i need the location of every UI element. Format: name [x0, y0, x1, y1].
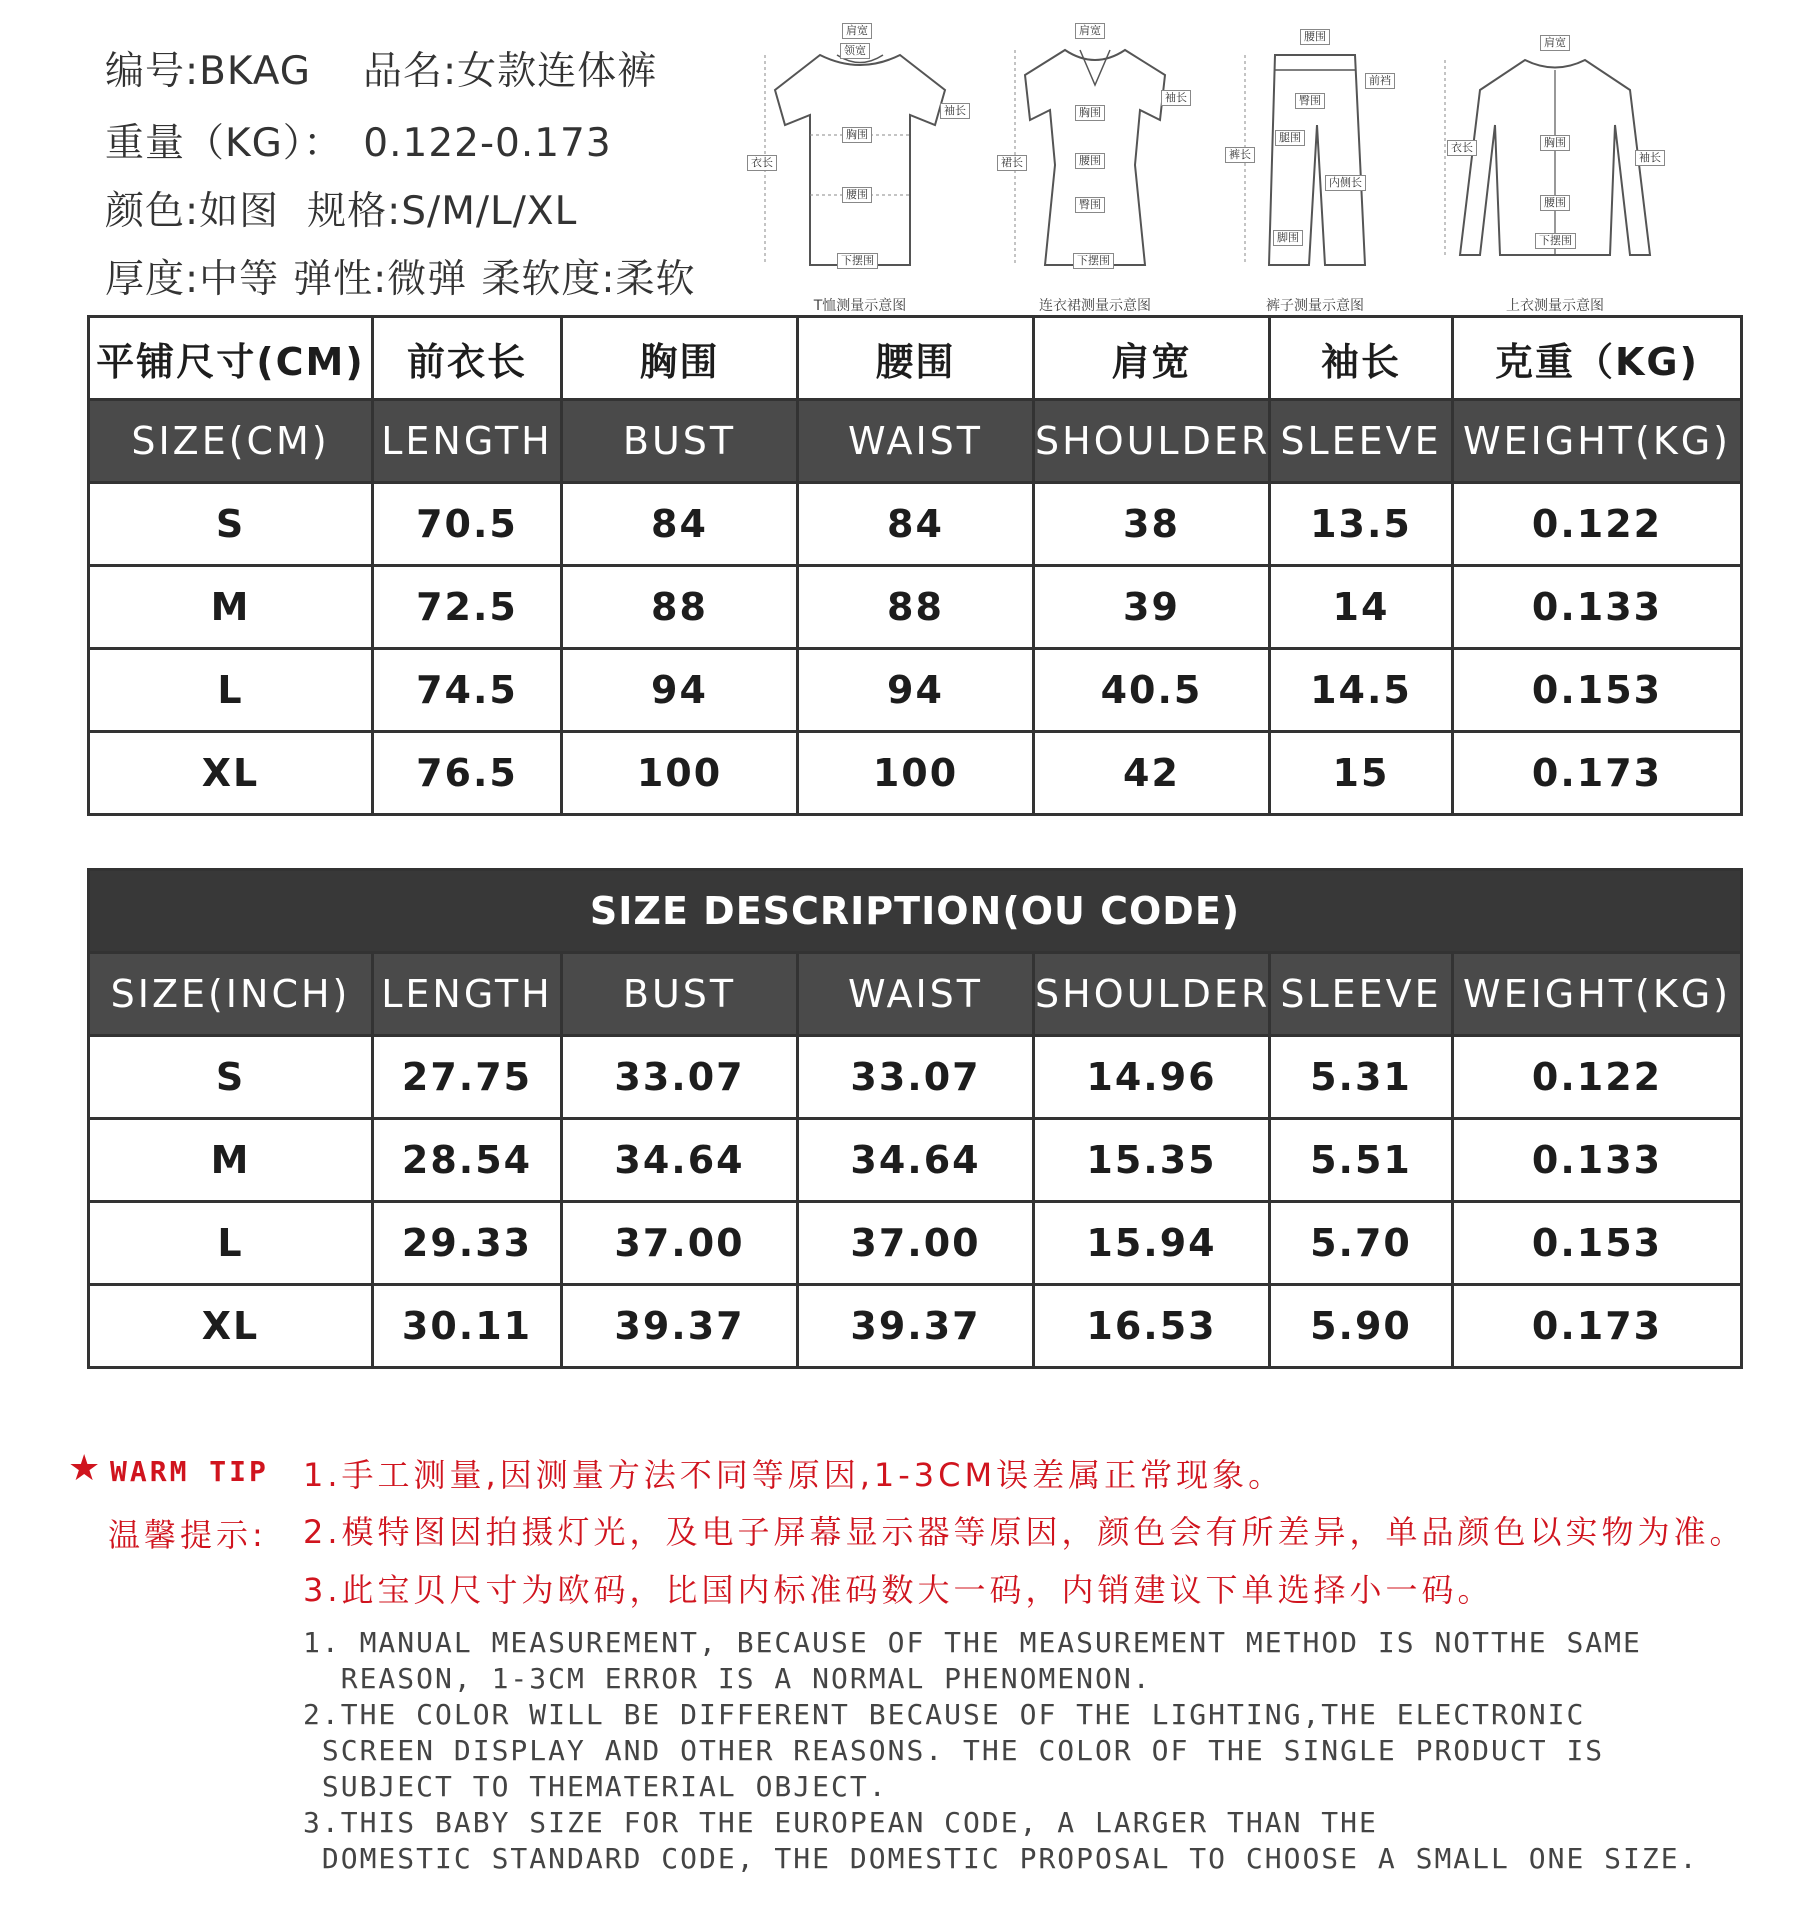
note-line: 1. MANUAL MEASUREMENT, BECAUSE OF THE MEASUREMENT METHOD IS NOTTHE SAME — [303, 1626, 1642, 1659]
table-cell: 37.00 — [798, 1202, 1034, 1285]
measurement-diagrams — [745, 15, 1775, 315]
note-line: 2.THE COLOR WILL BE DIFFERENT BECAUSE OF THE LIGHTING,THE ELECTRONIC — [303, 1698, 1586, 1731]
diagram-pants — [1225, 15, 1405, 315]
dress-label: 臀围 — [1075, 197, 1105, 213]
table-cell: 88 — [562, 566, 798, 649]
elastic-label: 弹性: — [293, 257, 388, 302]
table-row — [89, 732, 1742, 815]
cn-header-cell: 前衣长 — [373, 317, 562, 400]
dress-label: 肩宽 — [1075, 23, 1105, 39]
note-line: SCREEN DISPLAY AND OTHER REASONS. THE COLOR OF THE SINGLE PRODUCT IS — [303, 1734, 1605, 1767]
table-cell: 5.51 — [1270, 1119, 1453, 1202]
table-cell: 100 — [562, 732, 798, 815]
table-cell: 34.64 — [798, 1119, 1034, 1202]
en-header-cell: SLEEVE — [1270, 400, 1453, 483]
info-line-color — [105, 180, 577, 236]
table-row — [89, 566, 1742, 649]
table-cell: 70.5 — [373, 483, 562, 566]
dress-label: 下摆围 — [1073, 253, 1114, 269]
pants-label: 内侧长 — [1325, 175, 1366, 191]
color-label: 颜色: — [105, 189, 200, 234]
info-line-code — [105, 40, 657, 96]
shirt-label: 下摆围 — [1535, 233, 1576, 249]
thickness-value: 中等 — [199, 257, 280, 302]
table-cell: 0.173 — [1453, 1285, 1742, 1368]
table-cell: 94 — [562, 649, 798, 732]
pants-label: 前裆 — [1365, 73, 1395, 89]
note-line: SUBJECT TO THEMATERIAL OBJECT. — [303, 1770, 888, 1803]
table-cell: 39 — [1034, 566, 1270, 649]
shirt-label: 胸围 — [1540, 135, 1570, 151]
cn-header-cell: 克重（KG) — [1453, 317, 1742, 400]
spec-label: 规格: — [307, 189, 402, 234]
en-header-row — [89, 400, 1742, 483]
table-cell: 14.5 — [1270, 649, 1453, 732]
cn-header-cell: 肩宽 — [1034, 317, 1270, 400]
table-cell: 84 — [798, 483, 1034, 566]
table-row — [89, 1202, 1742, 1285]
tshirt-caption: T恤测量示意图 — [813, 298, 907, 314]
en-header-cell: SHOULDER — [1034, 400, 1270, 483]
code-value: BKAG — [199, 49, 311, 94]
pants-label: 脚围 — [1273, 230, 1303, 246]
table-cell: 28.54 — [373, 1119, 562, 1202]
table-cell: XL — [89, 732, 373, 815]
table-cell: 14.96 — [1034, 1036, 1270, 1119]
shirt-label: 衣长 — [1447, 140, 1477, 156]
cn-header-cell: 平铺尺寸(CM) — [89, 317, 373, 400]
pants-label: 裤长 — [1225, 147, 1255, 163]
table-cell: 33.07 — [562, 1036, 798, 1119]
table-cell: 34.64 — [562, 1119, 798, 1202]
softness-label: 柔软度: — [481, 257, 616, 302]
note-line: 3.THIS BABY SIZE FOR THE EUROPEAN CODE, A LARGER THAN THE — [303, 1806, 1378, 1839]
table-cell: 0.173 — [1453, 732, 1742, 815]
table-cell: 74.5 — [373, 649, 562, 732]
diagram-shirt — [1435, 15, 1675, 315]
table-title: SIZE DESCRIPTION(OU CODE) — [89, 870, 1742, 953]
en-header-cell: BUST — [562, 953, 798, 1036]
table-cell: 0.153 — [1453, 1202, 1742, 1285]
pants-label: 腰围 — [1300, 29, 1330, 45]
tshirt-label: 腰围 — [842, 187, 872, 203]
tip-item: 1.手工测量,因测量方法不同等原因,1-3CM误差属正常现象。 — [303, 1456, 1285, 1494]
table-cell: 15.35 — [1034, 1119, 1270, 1202]
dress-label: 胸围 — [1075, 105, 1105, 121]
softness-value: 柔软 — [615, 257, 696, 302]
pants-label: 腿围 — [1275, 130, 1305, 146]
table-cell: 88 — [798, 566, 1034, 649]
diagram-dress — [995, 15, 1195, 315]
weight-label: 重量（KG）： — [105, 121, 344, 166]
info-line-fabric — [105, 248, 695, 304]
table-cell: 14 — [1270, 566, 1453, 649]
table-cell: 30.11 — [373, 1285, 562, 1368]
table-cell: S — [89, 1036, 373, 1119]
table-cell: 84 — [562, 483, 798, 566]
table-cell: 94 — [798, 649, 1034, 732]
tshirt-label: 衣长 — [747, 155, 777, 171]
table-cell: 15 — [1270, 732, 1453, 815]
table-cell: 15.94 — [1034, 1202, 1270, 1285]
thickness-label: 厚度: — [105, 257, 200, 302]
color-value: 如图 — [199, 189, 280, 234]
en-header-cell: SIZE(CM) — [89, 400, 373, 483]
table-cell: 0.122 — [1453, 1036, 1742, 1119]
table-cell: 27.75 — [373, 1036, 562, 1119]
en-header-cell: WAIST — [798, 953, 1034, 1036]
star-icon: ★ — [68, 1448, 101, 1489]
table-cell: 39.37 — [562, 1285, 798, 1368]
tshirt-label: 胸围 — [842, 127, 872, 143]
pants-caption: 裤子测量示意图 — [1266, 298, 1364, 314]
en-header-cell: WEIGHT(KG) — [1453, 400, 1742, 483]
table-cell: 0.153 — [1453, 649, 1742, 732]
table-row — [89, 1285, 1742, 1368]
shirt-label: 袖长 — [1635, 150, 1665, 166]
table-row — [89, 649, 1742, 732]
table-cell: M — [89, 566, 373, 649]
table-cell: XL — [89, 1285, 373, 1368]
code-label: 编号: — [105, 49, 200, 94]
size-table-cm — [87, 315, 1743, 816]
tshirt-label: 肩宽 — [842, 23, 872, 39]
note-line: REASON, 1-3CM ERROR IS A NORMAL PHENOMENON. — [303, 1662, 1152, 1695]
table-cell: L — [89, 1202, 373, 1285]
elastic-value: 微弹 — [387, 257, 468, 302]
table-cell: L — [89, 649, 373, 732]
table-cell: 5.31 — [1270, 1036, 1453, 1119]
dress-label: 裙长 — [997, 155, 1027, 171]
en-header-cell: LENGTH — [373, 953, 562, 1036]
table-row — [89, 483, 1742, 566]
cn-header-cell: 胸围 — [562, 317, 798, 400]
table-cell: 33.07 — [798, 1036, 1034, 1119]
table-cell: 76.5 — [373, 732, 562, 815]
table-cell: 0.133 — [1453, 1119, 1742, 1202]
table-cell: 16.53 — [1034, 1285, 1270, 1368]
table-cell: 37.00 — [562, 1202, 798, 1285]
table-title-row — [89, 870, 1742, 953]
tip-item: 3.此宝贝尺寸为欧码，比国内标准码数大一码，内销建议下单选择小一码。 — [303, 1571, 1494, 1609]
tshirt-label: 下摆围 — [837, 253, 878, 269]
size-table-inch — [87, 868, 1743, 1369]
en-header-cell: SLEEVE — [1270, 953, 1453, 1036]
shirt-label: 腰围 — [1540, 195, 1570, 211]
note-line: DOMESTIC STANDARD CODE, THE DOMESTIC PROPOSAL TO CHOOSE A SMALL ONE SIZE. — [303, 1842, 1699, 1875]
diagram-tshirt — [745, 15, 975, 315]
cn-header-cell: 袖长 — [1270, 317, 1453, 400]
table-cell: 40.5 — [1034, 649, 1270, 732]
name-value: 女款连体裤 — [457, 49, 658, 94]
shirt-caption: 上衣测量示意图 — [1506, 298, 1604, 314]
table-cell: 29.33 — [373, 1202, 562, 1285]
info-line-weight — [105, 112, 612, 168]
en-header-cell: LENGTH — [373, 400, 562, 483]
table-cell: 38 — [1034, 483, 1270, 566]
en-header-row — [89, 953, 1742, 1036]
table-cell: 5.90 — [1270, 1285, 1453, 1368]
spec-value: S/M/L/XL — [401, 189, 578, 234]
name-label: 品名: — [363, 49, 458, 94]
dress-label: 腰围 — [1075, 153, 1105, 169]
table-row — [89, 1119, 1742, 1202]
en-header-cell: SHOULDER — [1034, 953, 1270, 1036]
dress-caption: 连衣裙测量示意图 — [1039, 298, 1151, 314]
en-header-cell: WAIST — [798, 400, 1034, 483]
warm-tip-label-cn: 温馨提示: — [108, 1516, 267, 1554]
tshirt-label: 领宽 — [840, 43, 870, 59]
tip-notes-en — [303, 1625, 1698, 1877]
warm-tip-label: WARM TIP — [110, 1455, 269, 1488]
tshirt-label: 袖长 — [940, 103, 970, 119]
tip-item: 2.模特图因拍摄灯光，及电子屏幕显示器等原因，颜色会有所差异，单品颜色以实物为准。 — [303, 1513, 1746, 1551]
table-cell: 42 — [1034, 732, 1270, 815]
table-cell: 39.37 — [798, 1285, 1034, 1368]
pants-label: 臀围 — [1295, 93, 1325, 109]
table-cell: 5.70 — [1270, 1202, 1453, 1285]
table-row — [89, 1036, 1742, 1119]
shirt-label: 肩宽 — [1540, 35, 1570, 51]
table-cell: 72.5 — [373, 566, 562, 649]
table-cell: 0.122 — [1453, 483, 1742, 566]
cn-header-cell: 腰围 — [798, 317, 1034, 400]
en-header-cell: WEIGHT(KG) — [1453, 953, 1742, 1036]
table-cell: M — [89, 1119, 373, 1202]
en-header-cell: BUST — [562, 400, 798, 483]
table-cell: 13.5 — [1270, 483, 1453, 566]
table-cell: 100 — [798, 732, 1034, 815]
dress-label: 袖长 — [1161, 90, 1191, 106]
cn-header-row — [89, 317, 1742, 400]
table-cell: 0.133 — [1453, 566, 1742, 649]
table-cell: S — [89, 483, 373, 566]
en-header-cell: SIZE(INCH) — [89, 953, 373, 1036]
weight-value: 0.122-0.173 — [363, 121, 612, 166]
